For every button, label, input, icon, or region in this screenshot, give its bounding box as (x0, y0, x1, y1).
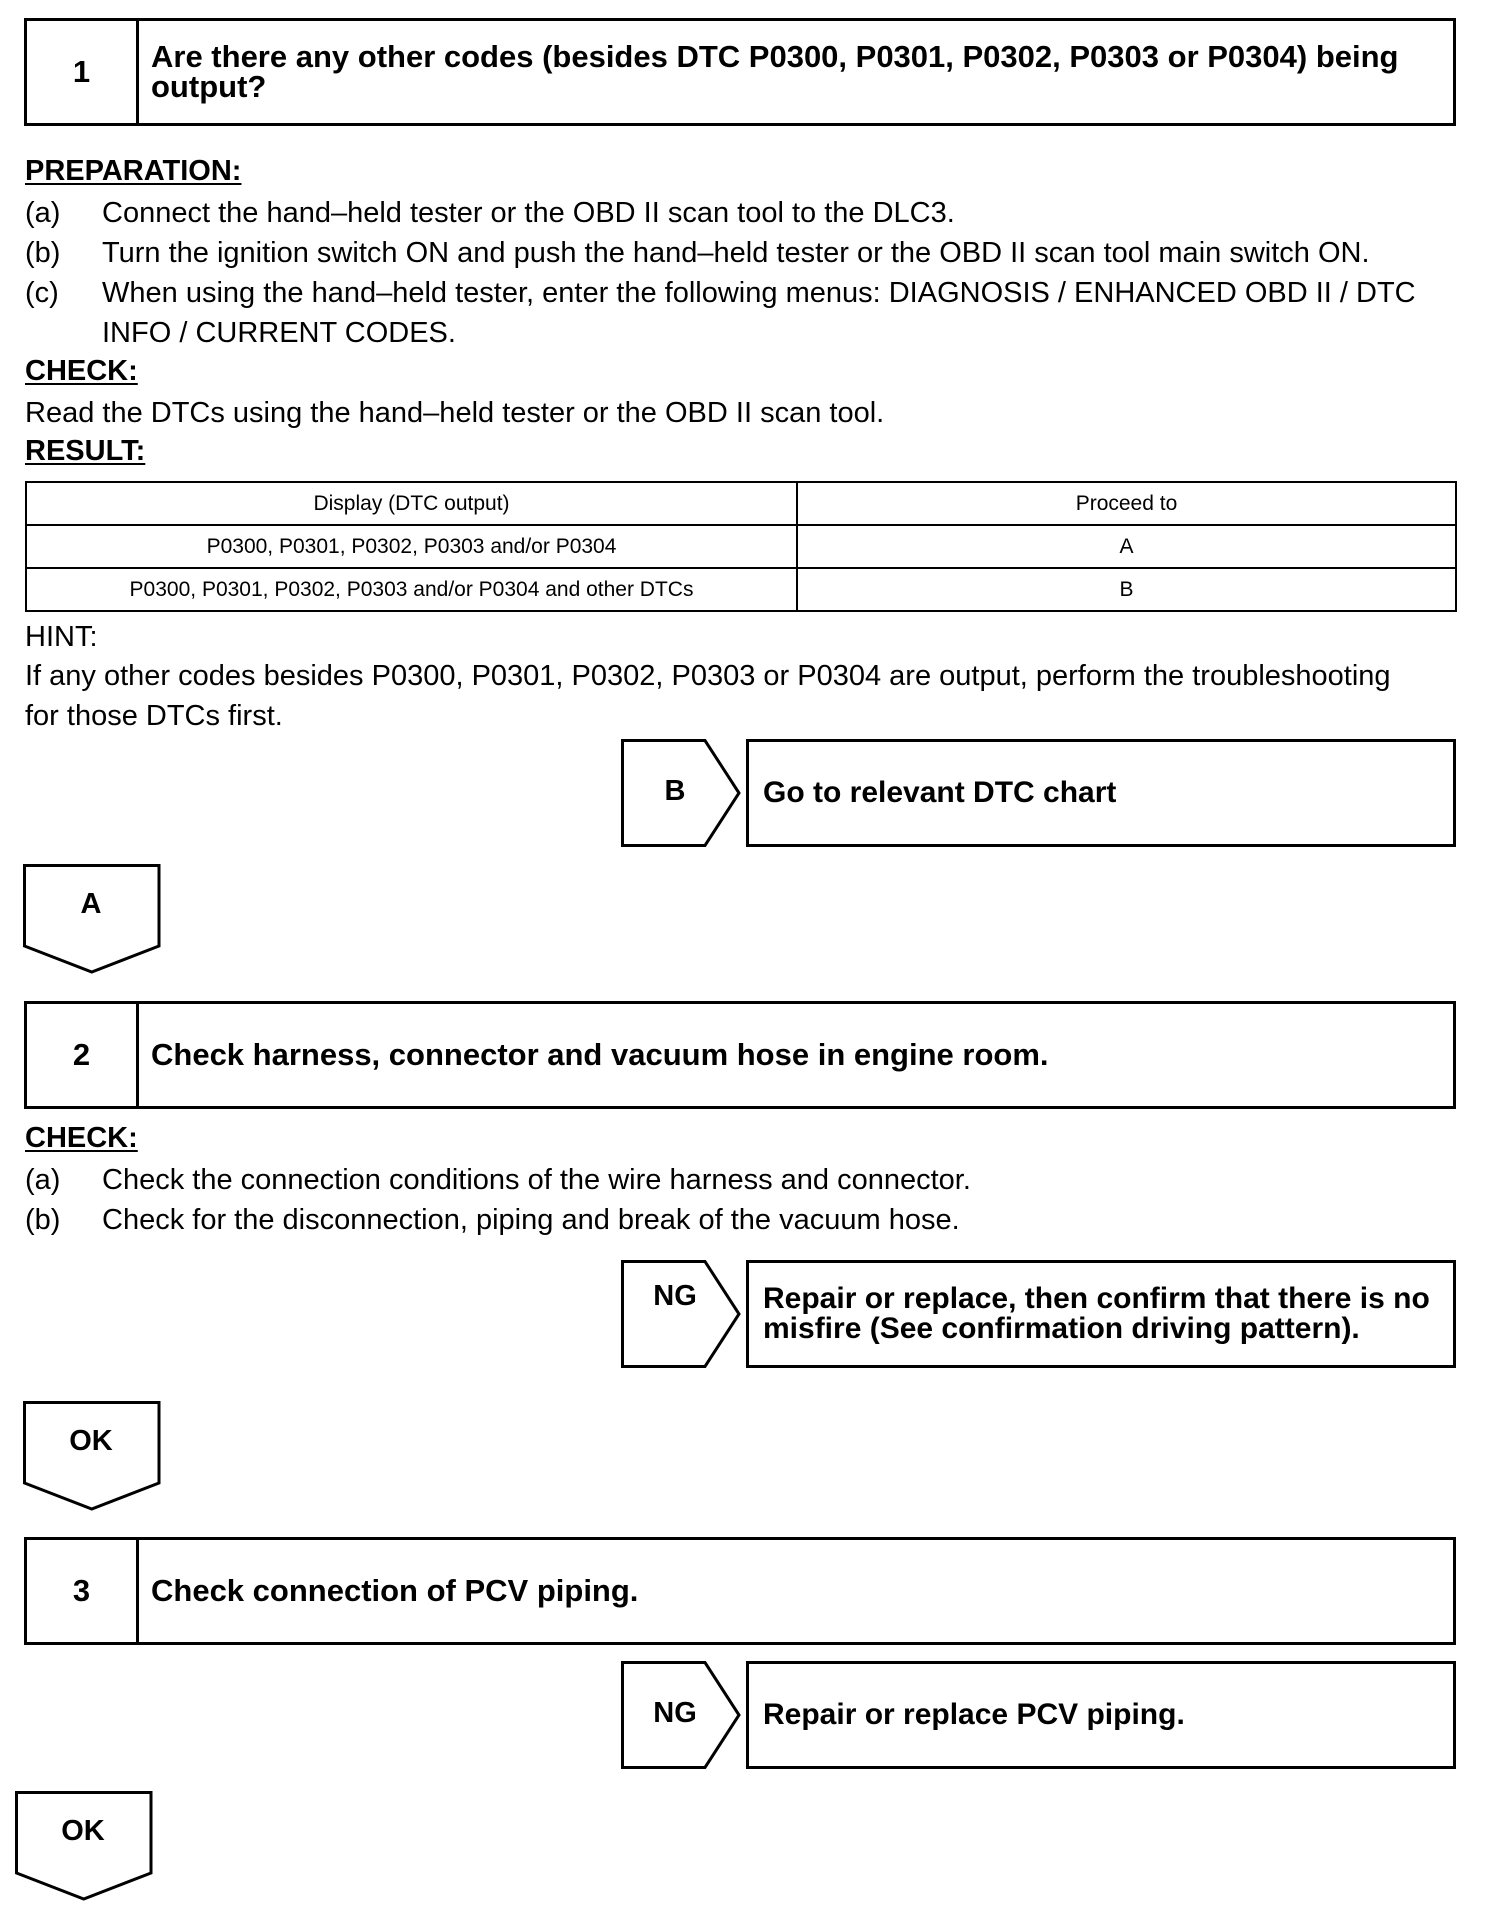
table-header-row (26, 482, 1456, 525)
hint-text: If any other codes besides P0300, P0301, P0302, P0303 or P0304 are output, perform the troubleshooting (25, 660, 1391, 692)
table-row (26, 525, 1456, 568)
table-header: Proceed to (797, 482, 1456, 525)
branch-result: Repair or replace PCV piping. (746, 1661, 1456, 1769)
item-text: Connect the hand–held tester or the OBD II scan tool to the DLC3. (102, 197, 955, 229)
branch-label: NG (653, 1280, 697, 1312)
branch-arrow-shape (621, 1260, 741, 1368)
hint-text-continued: for those DTCs first. (25, 700, 283, 732)
item-marker: (b) (25, 237, 61, 269)
down-arrow-label: OK (69, 1425, 113, 1457)
hint-label: HINT: (25, 621, 98, 653)
branch-result: Go to relevant DTC chart (746, 739, 1456, 847)
item-text: Turn the ignition switch ON and push the hand–held tester or the OBD II scan tool main switch ON. (102, 237, 1370, 269)
item-text: When using the hand–held tester, enter the following menus: DIAGNOSIS / ENHANCED OBD II / DTC (102, 277, 1416, 309)
check-text: Read the DTCs using the hand–held tester or the OBD II scan tool. (25, 397, 885, 429)
table-row (26, 568, 1456, 611)
branch-label: NG (653, 1697, 697, 1729)
step-title: Are there any other codes (besides DTC P0300, P0301, P0302, P0303 or P0304) being output? (151, 39, 1399, 104)
step-number: 2 (27, 1004, 139, 1106)
check-heading: CHECK: (25, 355, 138, 387)
check-heading: CHECK: (25, 1122, 138, 1154)
step-1-box (24, 18, 1456, 126)
branch-label: B (664, 775, 686, 807)
table-header: Display (DTC output) (26, 482, 797, 525)
item-marker: (a) (25, 197, 61, 229)
step-number: 3 (27, 1540, 139, 1642)
table-cell: B (797, 568, 1456, 611)
table-cell: P0300, P0301, P0302, P0303 and/or P0304 and other DTCs (26, 568, 797, 611)
step-2-box (24, 1001, 1456, 1109)
result-table (25, 481, 1457, 612)
step-title: Check connection of PCV piping. (151, 1573, 639, 1608)
result-heading: RESULT: (25, 435, 146, 467)
table-cell: A (797, 525, 1456, 568)
item-marker: (c) (25, 277, 59, 309)
branch-result: Repair or replace, then confirm that there is no misfire (See confirmation driving pattern). (746, 1260, 1456, 1368)
down-arrow-label: OK (61, 1815, 105, 1847)
down-arrow-label: A (80, 888, 102, 920)
item-text-continued: INFO / CURRENT CODES. (102, 317, 456, 349)
preparation-heading: PREPARATION: (25, 155, 242, 187)
step-number: 1 (27, 21, 139, 123)
step-3-box (24, 1537, 1456, 1645)
item-marker: (b) (25, 1204, 61, 1236)
table-cell: P0300, P0301, P0302, P0303 and/or P0304 (26, 525, 797, 568)
item-text: Check for the disconnection, piping and break of the vacuum hose. (102, 1204, 960, 1236)
item-text: Check the connection conditions of the wire harness and connector. (102, 1164, 971, 1196)
step-title: Check harness, connector and vacuum hose in engine room. (151, 1037, 1049, 1072)
item-marker: (a) (25, 1164, 61, 1196)
